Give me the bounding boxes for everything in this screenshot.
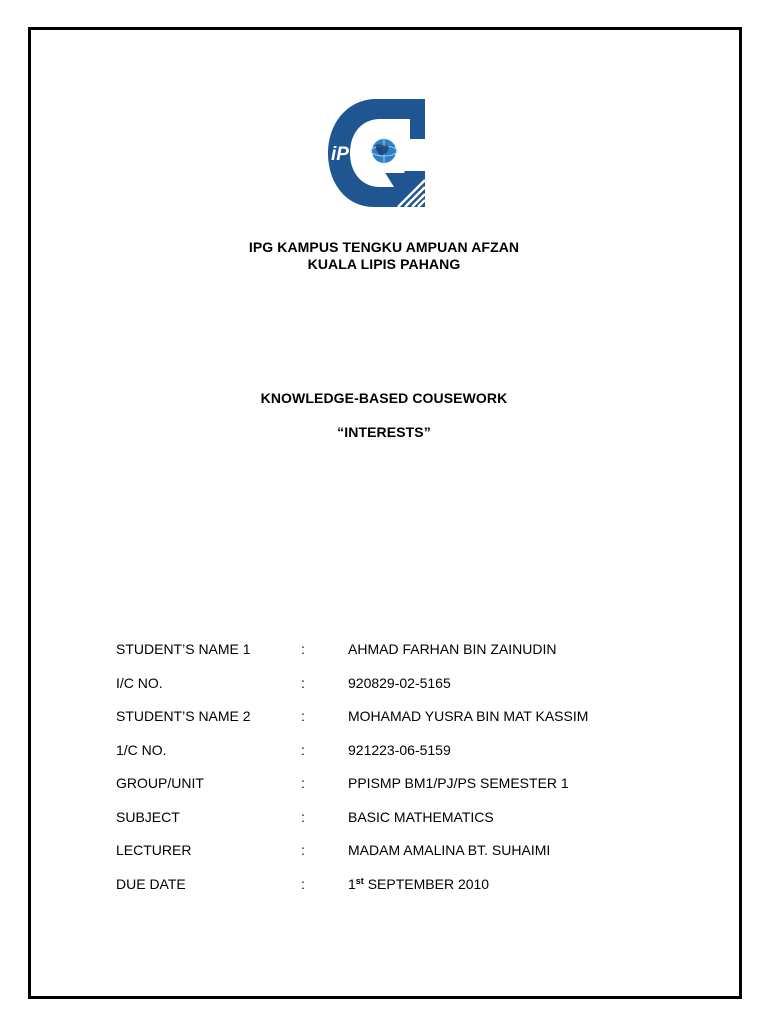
detail-label: SUBJECT bbox=[116, 809, 180, 825]
detail-row-due-date bbox=[0, 876, 768, 896]
detail-row-ic-no-1 bbox=[0, 675, 768, 695]
detail-separator: : bbox=[301, 876, 305, 892]
detail-separator: : bbox=[301, 675, 305, 691]
detail-label: 1/C NO. bbox=[116, 742, 167, 758]
detail-label: STUDENT’S NAME 1 bbox=[116, 641, 251, 657]
detail-value: PPISMP BM1/PJ/PS SEMESTER 1 bbox=[348, 775, 569, 791]
detail-separator: : bbox=[301, 641, 305, 657]
institution-location: KUALA LIPIS PAHANG bbox=[307, 256, 461, 272]
coursework-heading: KNOWLEDGE-BASED COUSEWORK bbox=[260, 390, 508, 406]
detail-separator: : bbox=[301, 775, 305, 791]
logo-text: iPG bbox=[331, 144, 364, 165]
detail-row-student-name-2 bbox=[0, 708, 768, 728]
detail-label: LECTURER bbox=[116, 842, 192, 858]
detail-row-subject bbox=[0, 809, 768, 829]
coursework-title: “INTERESTS” bbox=[337, 424, 431, 440]
detail-value: MADAM AMALINA BT. SUHAIMI bbox=[348, 842, 551, 858]
detail-row-ic-no-2 bbox=[0, 742, 768, 762]
detail-value: AHMAD FARHAN BIN ZAINUDIN bbox=[348, 641, 557, 657]
detail-row-lecturer bbox=[0, 842, 768, 862]
detail-separator: : bbox=[301, 742, 305, 758]
detail-value: 920829-02-5165 bbox=[348, 675, 451, 691]
detail-separator: : bbox=[301, 809, 305, 825]
due-date-rest: SEPTEMBER 2010 bbox=[363, 876, 490, 892]
detail-label: I/C NO. bbox=[116, 675, 163, 691]
detail-row-student-name-1 bbox=[0, 641, 768, 661]
due-date-day: 1 bbox=[348, 876, 356, 892]
detail-value: BASIC MATHEMATICS bbox=[348, 809, 494, 825]
detail-value: MOHAMAD YUSRA BIN MAT KASSIM bbox=[348, 708, 589, 724]
detail-separator: : bbox=[301, 842, 305, 858]
detail-row-group-unit bbox=[0, 775, 768, 795]
detail-label: GROUP/UNIT bbox=[116, 775, 204, 791]
ipg-logo bbox=[328, 99, 425, 207]
detail-value: 921223-06-5159 bbox=[348, 742, 451, 758]
detail-label: STUDENT’S NAME 2 bbox=[116, 708, 251, 724]
detail-label: DUE DATE bbox=[116, 876, 186, 892]
institution-name: IPG KAMPUS TENGKU AMPUAN AFZAN bbox=[248, 239, 520, 255]
detail-separator: : bbox=[301, 708, 305, 724]
detail-value-due-date bbox=[348, 876, 489, 892]
due-date-ordinal: st bbox=[355, 876, 364, 886]
